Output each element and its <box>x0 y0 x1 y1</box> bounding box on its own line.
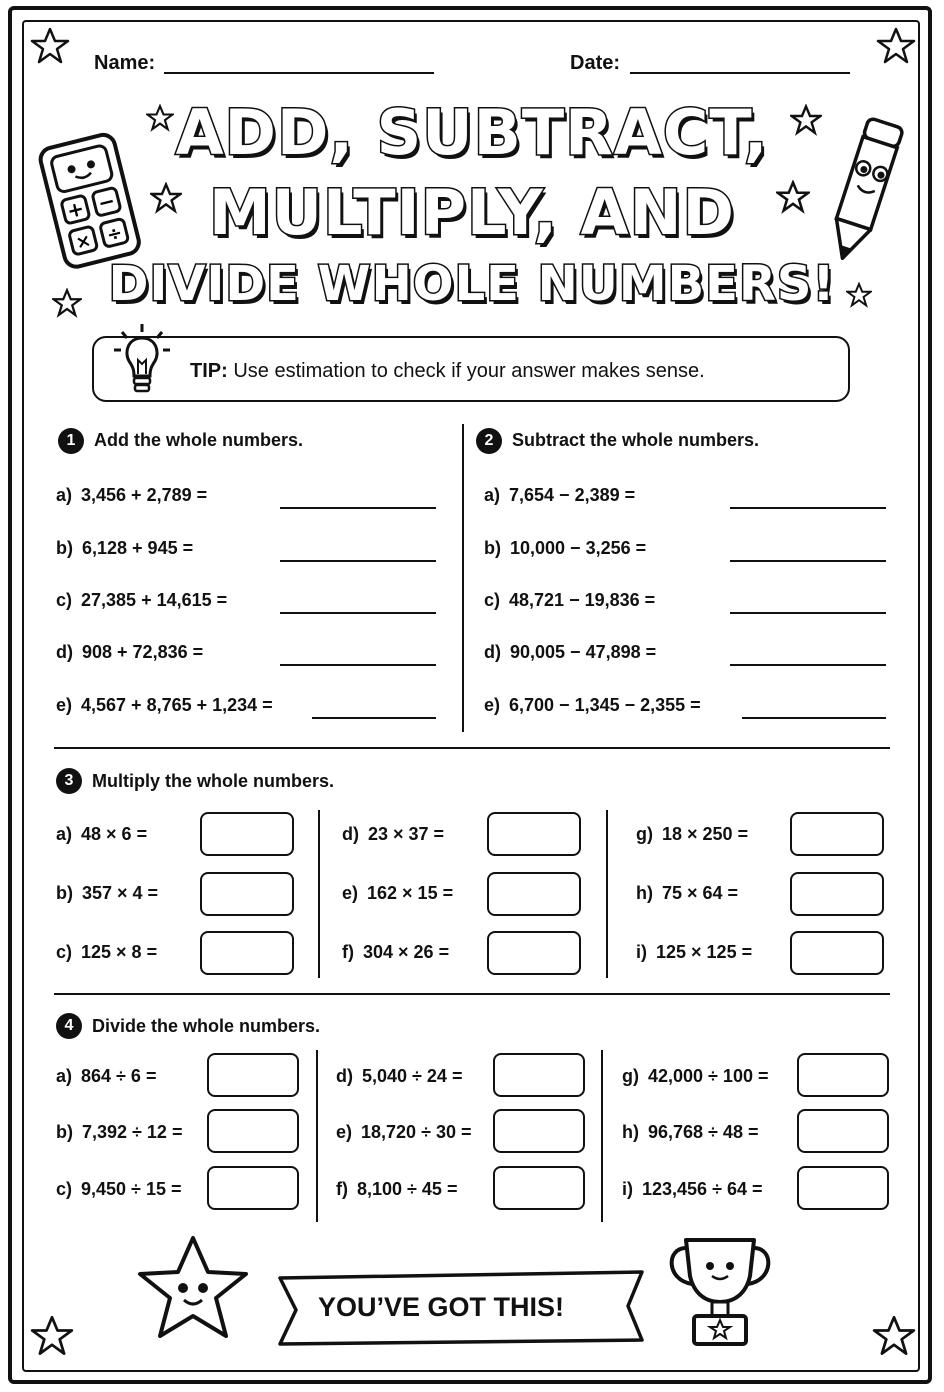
problem-text <box>484 485 635 506</box>
column-divider <box>318 810 320 978</box>
problem-expression: 48 × 6 = <box>81 824 148 844</box>
problem-letter: f) <box>342 942 354 962</box>
problem-expression: 864 ÷ 6 = <box>81 1066 157 1086</box>
answer-box[interactable] <box>493 1166 585 1210</box>
answer-line[interactable] <box>742 717 886 719</box>
section-2-badge: 2 <box>476 428 502 454</box>
answer-line[interactable] <box>280 664 436 666</box>
problem-letter: d) <box>336 1066 353 1086</box>
problem-expression: 75 × 64 = <box>662 883 739 903</box>
problem-expression: 42,000 ÷ 100 = <box>648 1066 769 1086</box>
answer-box[interactable] <box>797 1053 889 1097</box>
problem-text <box>56 538 193 559</box>
svg-text:−: − <box>95 188 118 216</box>
star-icon <box>790 104 822 136</box>
problem-letter: a) <box>56 485 73 505</box>
title-line-2: MULTIPLY, AND <box>208 176 736 249</box>
problem-text <box>484 538 646 559</box>
star-icon <box>30 26 70 66</box>
problem-text <box>336 1179 457 1200</box>
star-icon <box>776 180 810 214</box>
section-divider <box>54 993 890 995</box>
problem-letter: e) <box>56 695 73 715</box>
answer-box[interactable] <box>200 931 294 975</box>
problem-text <box>636 824 748 845</box>
problem-letter: h) <box>622 1122 639 1142</box>
problem-letter: e) <box>342 883 359 903</box>
trophy-icon <box>662 1232 778 1350</box>
problem-expression: 5,040 ÷ 24 = <box>362 1066 463 1086</box>
problem-letter: c) <box>56 590 73 610</box>
problem-letter: g) <box>622 1066 639 1086</box>
section-divider <box>54 747 890 749</box>
tip-body: Use estimation to check if your answer makes sense. <box>233 360 705 382</box>
problem-text <box>56 942 157 963</box>
problem-expression: 90,005 − 47,898 = <box>510 642 657 662</box>
problem-text <box>56 1179 181 1200</box>
star-mascot-icon <box>134 1234 252 1344</box>
problem-expression: 162 × 15 = <box>367 883 454 903</box>
svg-text:×: × <box>73 230 94 255</box>
problem-text <box>56 695 273 716</box>
problem-expression: 18,720 ÷ 30 = <box>361 1122 472 1142</box>
answer-box[interactable] <box>200 812 294 856</box>
answer-box[interactable] <box>493 1053 585 1097</box>
title-line-3: DIVIDE WHOLE NUMBERS! <box>108 256 836 312</box>
section-3-title: Multiply the whole numbers. <box>92 771 335 791</box>
column-divider <box>606 810 608 978</box>
star-icon <box>146 104 174 132</box>
answer-box[interactable] <box>207 1166 299 1210</box>
problem-letter: b) <box>56 538 73 558</box>
problem-text <box>484 695 701 716</box>
answer-box[interactable] <box>797 1166 889 1210</box>
section-divider <box>462 424 464 732</box>
answer-box[interactable] <box>790 931 884 975</box>
tip-text <box>190 360 705 383</box>
column-divider <box>316 1050 318 1222</box>
problem-text <box>622 1066 768 1087</box>
problem-expression: 6,128 + 945 = <box>82 538 194 558</box>
column-divider <box>601 1050 603 1222</box>
problem-expression: 18 × 250 = <box>662 824 749 844</box>
lightbulb-icon <box>112 322 172 400</box>
problem-expression: 4,567 + 8,765 + 1,234 = <box>81 695 273 715</box>
calculator-icon <box>34 130 144 275</box>
problem-expression: 27,385 + 14,615 = <box>81 590 228 610</box>
problem-text <box>342 883 453 904</box>
svg-text:÷: ÷ <box>104 222 125 247</box>
answer-line[interactable] <box>312 717 436 719</box>
problem-text <box>56 590 227 611</box>
problem-letter: a) <box>56 1066 73 1086</box>
answer-box[interactable] <box>207 1053 299 1097</box>
problem-expression: 357 × 4 = <box>82 883 159 903</box>
problem-letter: f) <box>336 1179 348 1199</box>
star-icon <box>876 26 916 66</box>
star-icon <box>872 1314 916 1358</box>
star-icon <box>30 1314 74 1358</box>
tip-box <box>92 336 850 402</box>
problem-expression: 123,456 ÷ 64 = <box>642 1179 763 1199</box>
section-1-badge: 1 <box>58 428 84 454</box>
problem-letter: b) <box>56 1122 73 1142</box>
problem-letter: e) <box>336 1122 353 1142</box>
problem-expression: 125 × 8 = <box>81 942 158 962</box>
star-icon <box>846 282 872 308</box>
problem-expression: 908 + 72,836 = <box>82 642 204 662</box>
title-line-1: ADD, SUBTRACT, <box>175 96 769 169</box>
problem-expression: 7,392 ÷ 12 = <box>82 1122 183 1142</box>
problem-letter: a) <box>484 485 501 505</box>
answer-line[interactable] <box>280 612 436 614</box>
problem-letter: d) <box>342 824 359 844</box>
name-label: Name: <box>94 52 156 74</box>
answer-line[interactable] <box>280 507 436 509</box>
problem-text <box>336 1066 462 1087</box>
problem-text <box>342 942 449 963</box>
answer-box[interactable] <box>487 931 581 975</box>
problem-text <box>342 824 444 845</box>
star-icon <box>150 182 182 214</box>
problem-text <box>56 1066 156 1087</box>
problem-expression: 8,100 ÷ 45 = <box>357 1179 458 1199</box>
problem-text <box>484 590 655 611</box>
answer-line[interactable] <box>730 507 886 509</box>
date-field[interactable] <box>630 72 850 74</box>
pencil-mascot-icon <box>820 112 910 272</box>
problem-letter: d) <box>484 642 501 662</box>
problem-expression: 6,700 − 1,345 − 2,355 = <box>509 695 701 715</box>
problem-text <box>56 824 147 845</box>
banner-text: YOU’VE GOT THIS! <box>318 1292 565 1322</box>
date-label: Date: <box>570 52 621 74</box>
problem-text <box>636 942 752 963</box>
answer-box[interactable] <box>207 1109 299 1153</box>
problem-expression: 10,000 − 3,256 = <box>510 538 647 558</box>
problem-expression: 23 × 37 = <box>368 824 445 844</box>
tip-label: TIP: <box>190 360 228 382</box>
problem-letter: i) <box>636 942 647 962</box>
problem-letter: b) <box>56 883 73 903</box>
problem-text <box>56 642 203 663</box>
problem-expression: 9,450 ÷ 15 = <box>81 1179 182 1199</box>
problem-letter: g) <box>636 824 653 844</box>
star-icon <box>52 288 82 318</box>
problem-letter: i) <box>622 1179 633 1199</box>
problem-text <box>336 1122 472 1143</box>
answer-box[interactable] <box>493 1109 585 1153</box>
problem-expression: 3,456 + 2,789 = <box>81 485 208 505</box>
answer-line[interactable] <box>730 612 886 614</box>
problem-letter: h) <box>636 883 653 903</box>
problem-text <box>56 485 207 506</box>
answer-line[interactable] <box>280 560 436 562</box>
section-3-badge: 3 <box>56 768 82 794</box>
problem-letter: c) <box>56 1179 73 1199</box>
problem-letter: b) <box>484 538 501 558</box>
answer-line[interactable] <box>730 664 886 666</box>
problem-letter: d) <box>56 642 73 662</box>
section-4-badge: 4 <box>56 1013 82 1039</box>
name-field[interactable] <box>164 72 434 74</box>
problem-letter: e) <box>484 695 501 715</box>
problem-text <box>56 883 158 904</box>
problem-letter: c) <box>56 942 73 962</box>
answer-box[interactable] <box>487 812 581 856</box>
problem-letter: a) <box>56 824 73 844</box>
section-1-title: Add the whole numbers. <box>94 430 304 450</box>
problem-expression: 48,721 − 19,836 = <box>509 590 656 610</box>
answer-box[interactable] <box>790 872 884 916</box>
problem-text <box>484 642 656 663</box>
answer-box[interactable] <box>487 872 581 916</box>
problem-text <box>622 1122 758 1143</box>
problem-expression: 304 × 26 = <box>363 942 450 962</box>
answer-box[interactable] <box>790 812 884 856</box>
problem-text <box>622 1179 762 1200</box>
answer-box[interactable] <box>797 1109 889 1153</box>
section-2-title: Subtract the whole numbers. <box>512 430 760 450</box>
problem-expression: 7,654 − 2,389 = <box>509 485 636 505</box>
problem-expression: 125 × 125 = <box>656 942 753 962</box>
answer-line[interactable] <box>730 560 886 562</box>
svg-text:+: + <box>64 195 87 224</box>
problem-expression: 96,768 ÷ 48 = <box>648 1122 759 1142</box>
section-4-title: Divide the whole numbers. <box>92 1016 321 1036</box>
problem-letter: c) <box>484 590 501 610</box>
problem-text <box>636 883 738 904</box>
answer-box[interactable] <box>200 872 294 916</box>
problem-text <box>56 1122 182 1143</box>
